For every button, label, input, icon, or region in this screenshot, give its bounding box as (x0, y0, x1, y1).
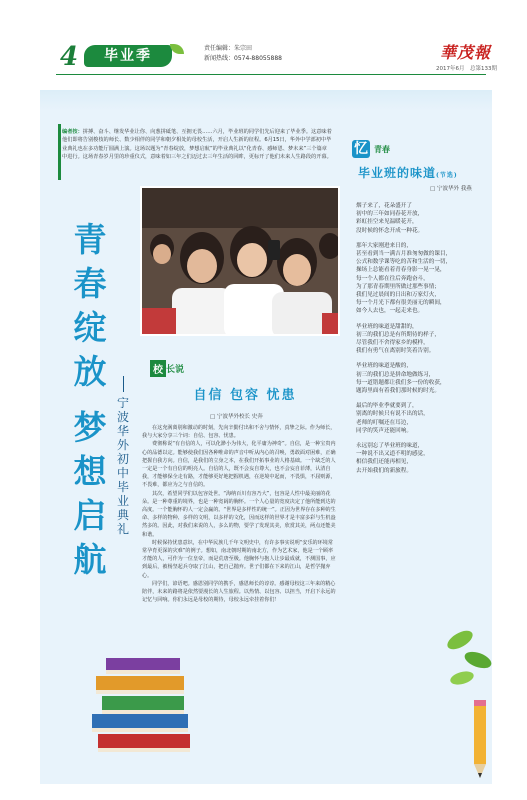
poem-line: 那年大家刚进来日的， (356, 242, 412, 249)
poem-line: 烟子来了，花朵盛开了 (356, 203, 412, 209)
poem-line: 初中的三年如同春花开放， (356, 211, 424, 218)
leaves-decoration-icon (440, 610, 500, 700)
poem-stanza (356, 323, 484, 356)
poem-stanza (356, 202, 484, 235)
poem-line: 毕业班的味道是酸的， (356, 363, 412, 370)
poem-line: 每一个人都在往后奔跑奋斗， (356, 275, 429, 282)
poem-line: 最后的毕业季就要到了， (356, 403, 418, 410)
editor-note (62, 128, 332, 162)
issue-date: 2017年6月 总第133期 (436, 66, 497, 72)
section-name: 毕业季 (84, 45, 172, 67)
editor-line: 责任编辑：朱宗田 (204, 45, 253, 52)
poem-stanza (356, 242, 484, 316)
editor-note-text: 拼搏、奋斗、继发华业让你、向葱拼砥笔、互拥无畏……六月，毕业班的同学们先后迎来了毕业季。这意味着他们即将告别梭枝的师长、数少相伴的同学和朝夕相处的母校生活，开启人生新的征程。6月15日，华外中学部初中毕业典礼也在多功能厅圆满上演。这场以题为“青春绽放，梦想启航”的毕业典礼以“化青春、感师恩、梦未来”三个篇章中进行。这场青春岁月里的珍重仪式，意味着如三年之们迈过去三年生活的回眸，更标开了他们未来人生路段的开幕。 (62, 129, 332, 161)
speech-paragraph: 时候保持忧患意识，在中华民族几千年文明史中，有许多事实说明“安乐的环境常常孕育更深的灾难”的例子。想如，南北朝时期的南北方，作为艺术家，他是一个顾率才能的人，可作为一位皇帝，而是荒唐至极。他胸怀与抱人让步最成就，不测国事，应到最后，被杨坚起兵夺取了江山，把自己抛弃。世子们都在下来的江山，是哲学抛弃心。 (142, 539, 336, 579)
poem-body (356, 202, 484, 482)
poem-line: 没时候的怀念开成一种花。 (356, 227, 424, 234)
poem-line: 初三的我们总是拼命地做练习， (356, 371, 435, 378)
poem-line: 同学的笑声还能回响。 (356, 427, 412, 434)
subtitle-char: 礼 (116, 522, 129, 536)
speech-paragraph: 费彻称说“有自信的人，可以化渺小为伟大，化平庸为神奇”。自信，是一种宝贵内心的品德以定。能够使我们因各种唯命的声音中听从内心的召唤，勇敢面对困难，正确把握自我方向。自信，是我们的立身之本，在我们开拓事业的人格基础。一个缺乏的人一定是一个有自信的明亮人。自信的人，既不会妄自尊大，也不会妄自菲薄，认清自我，才能够保全走有路，才能够更好地把握机遇，在逆境中起而，不畏惧，不屈则源，不畏难，都应为之与自信的。 (142, 441, 336, 489)
editor-info (204, 44, 282, 64)
subtitle-char: 波 (116, 410, 129, 424)
subtitle-char: 中 (116, 466, 129, 480)
poem-line: 一种说不出又道不明的感觉， (356, 451, 429, 458)
speech-title: 自信 包容 忧患 (193, 388, 297, 403)
speech-body (142, 424, 338, 604)
graduation-photo (140, 186, 340, 336)
poem-line: 永远别忘了毕业班的味道， (356, 443, 424, 450)
subtitle (115, 376, 131, 536)
subtitle-char: 宁 (116, 396, 129, 410)
poem-line: 公式和数学课等吃的苦和生活的一切， (356, 259, 452, 266)
poem-title (358, 164, 458, 181)
pencil-icon (468, 700, 492, 780)
speech-paragraph: 其次，希望同学们以包容处世。“海纳百川有容乃大”，包容是人性中最美丽的花朵。是一种尊重的境界，也是一种宽阔的胸怀。一个人心量的宽度决定了他所能到达的高度。一个能胸怀的人一定会赢的。“世界是多样性的统一”。正因为世界存在多种的生命、多样的物种、多样的文明，以多样的文化，因而这样的世界才是丰富多彩与生机盎然多的。因此，对我们来说的人，多么的物，要学了发现其美，欣赏其美，两点还能美和谐。 (142, 490, 336, 538)
poem-title-note: (节选) (436, 172, 458, 179)
title-char: 春 (73, 264, 107, 303)
speech-author: □ 宁波华外校长 史奔 (210, 414, 263, 420)
column-label-memory: 青春 (374, 145, 390, 154)
poem-line: 初三的我们总是有所期待的样子， (356, 331, 440, 338)
poem-line: 每一道错题都让我们多一份的收获， (356, 379, 446, 386)
speech-paragraph: 同学们，谚语吧。感恩别同学的携手，感恩师长的谆谆。感谢母校这三年来的精心陪伴，未来的路将是依然要漫长的人生旅程。以热情、以包容、以担当，开启下永远的记忆与回响。你们永远是母校的期待，母校永远牵挂着你们！ (142, 580, 336, 604)
phone-line: 新闻热线：0574-88055888 (204, 55, 282, 62)
title-char: 放 (73, 352, 107, 391)
graduation-photo-illustration (142, 188, 340, 336)
main-title (60, 218, 120, 582)
poem-author: □ 宁波华外 我燕 (430, 186, 472, 192)
column-tag-headmaster: 校 (150, 360, 166, 377)
title-char: 航 (73, 540, 107, 579)
subtitle-char: 外 (116, 438, 129, 452)
poem-line: 为了那青春期里所做过那些事情； (356, 283, 440, 290)
editor-note-lead: 编者按： (62, 129, 83, 135)
poem-line: 别离的时候只有说不出的话， (356, 411, 429, 418)
column-badge-memory: 忆 (354, 141, 368, 157)
column-tag-label: 长说 (166, 365, 185, 375)
subtitle-char: 初 (116, 452, 129, 466)
poem-stanza (356, 402, 484, 435)
book-stack-icon (88, 654, 198, 774)
masthead (0, 0, 527, 82)
title-char: 启 (73, 496, 107, 535)
poem-line: 每一个月光下都有很美丽无的瞬间， (356, 300, 446, 307)
title-char: 青 (73, 220, 107, 259)
poem-line: 彩虹挂空来见温暖花开， (356, 219, 418, 226)
title-char: 梦 (73, 408, 107, 447)
poem-line: 老师的叮嘱还在耳边， (356, 419, 412, 426)
poem-line: 题海里面有着我们那时候的时光。 (356, 388, 440, 395)
poem-line: 我们有勇气在离别时笑着告别。 (356, 348, 435, 355)
masthead-divider (56, 74, 486, 75)
title-char: 想 (73, 452, 107, 491)
poem-title-text: 毕业班的味道 (358, 166, 437, 180)
page-number: 4 (60, 42, 79, 72)
frame-top-strip (40, 90, 492, 110)
poem-line: 去开始我们的新旅程。 (356, 467, 412, 474)
leaf-icon (170, 44, 184, 54)
poem-line: 操场上总能看着青春身影一晃一晃， (356, 267, 446, 274)
poem-stanza (356, 362, 484, 395)
poem-line: 尽管我们不舍得家乡的模样， (356, 340, 429, 347)
subtitle-char: 华 (116, 424, 129, 438)
subtitle-char: 典 (116, 508, 129, 522)
poem-line: 如今人去也，一起走来也。 (356, 308, 424, 315)
subtitle-dash (123, 376, 124, 392)
speech-paragraph: 在这充满离别和激动的时刻，先向辛勤付出和不舍与情怀，真挚之际。作为师长，我与大家分享三个词：自信、包容、忧患。 (142, 425, 336, 440)
title-char: 绽 (73, 308, 107, 347)
poem-line: 毕业班的味道是甜甜的， (356, 323, 418, 330)
paper-logo: 華茂報 (440, 43, 492, 62)
poem-line: 甚至看到当一满吉月准匆匆做的课目， (356, 251, 452, 258)
poem-stanza (356, 442, 484, 475)
poem-line: 我们见过晨间的日出和万家灯火， (356, 292, 440, 299)
subtitle-char: 业 (116, 494, 129, 508)
subtitle-char: 毕 (116, 480, 129, 494)
poem-line: 相信我们还能再相见， (356, 459, 412, 466)
